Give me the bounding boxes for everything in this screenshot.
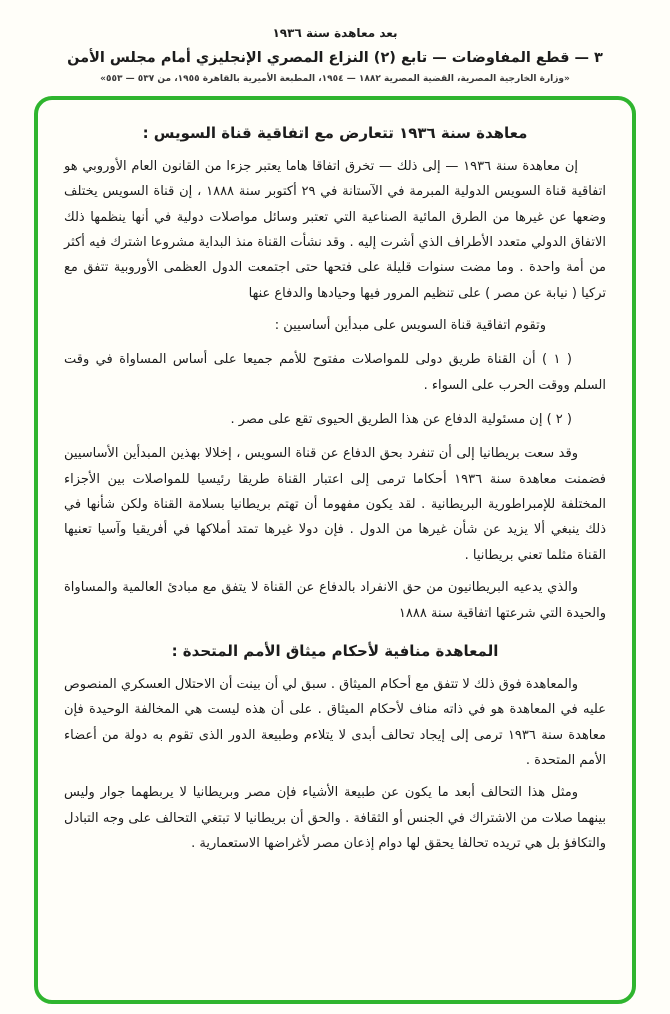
- paragraph-britain-monopoly-defense: وقد سعت بريطانيا إلى أن تنفرد بحق الدفاع عن قناة السويس ، إخلالا بهذين المبدأين الأساسيين فضمنت معاهدة سنة ١٩٣٦ أحكاما ترمى إلى اعتبار القناة طريقا رئيسيا للمواصلات بين الأجزاء المختلفة للإمبراطورية البريطانية . لقد يكون مفهوما أن تهتم بريطانيا بسلامة القناة ولكن شأنها في ذلك ينبغي ألا يزيد عن شأن غيرها من الدول . فإن دولا غيرها تمتد أملاكها في أفريقيا وآسيا تعنيها القناة مثلما تعني بريطانيا .: [64, 446, 607, 563]
- section-title-treaty-vs-un-charter: المعاهدة منافية لأحكام ميثاق الأمم المتحدة :: [171, 641, 499, 660]
- principles-lead: وتقوم اتفاقية قناة السويس على مبدأين أساسيين :: [274, 318, 546, 334]
- content-frame: [34, 96, 636, 1004]
- paragraph-treaty-violates-convention: إن معاهدة سنة ١٩٣٦ — إلى ذلك — تخرق اتفاقا هاما يعتبر جزءا من القانون العام الأوروبي هو اتفاقية قناة السويس الدولية المبرمة في الآستانة في ٢٩ أكتوبر سنة ١٨٨٨ ، إن قناة السويس يختلف وضعها عن غيرها من الطرق المائية الصناعية التي تعتبر وسائل مواصلات دولية في أنها ينظمها ذلك الاتفاق الدولي متعدد الأطراف الذي أشرت إليه . وقد نشأت القناة منذ البداية مشروعا اشترك فيه أكثر من أمة واحدة . وما مضت سنوات قليلة على فتحها حتى اجتمعت الدول العظمى الأوروبية تتفق مع تركيا ( نيابة عن مصر ) على تنظيم المرور فيها وحيادها والدفاع عنها: [64, 159, 606, 301]
- paragraph-british-claim-vs-principles: والذي يدعيه البريطانيون من حق الانفراد بالدفاع عن القناة لا يتفق مع مبادئ العالمية والمساواة والحيدة التي شرعتها اتفاقية سنة ١٨٨٨: [64, 580, 606, 621]
- paragraph-unnatural-alliance: ومثل هذا التحالف أبعد ما يكون عن طبيعة الأشياء فإن مصر وبريطانيا لا يربطهما جوار وليس بينهما صلات من الاشتراك في الجنس أو الثقافة . والحق أن بريطانيا لا تبتغي التحالف على وجه التبادل والتكافؤ بل هي تريده تحالفا يحقق لها دوام إذعان مصر لأغراضها الاستعمارية .: [64, 785, 606, 851]
- chapter-heading: ٣ — قطع المفاوضات — تابع (٢) النزاع المصري الإنجليزي أمام مجلس الأمن: [67, 50, 603, 66]
- running-head: بعد معاهدة سنة ١٩٣٦: [272, 26, 398, 40]
- principle-item-2: ( ٢ ) إن مسئولية الدفاع عن هذا الطريق الحيوى تقع على مصر .: [230, 412, 572, 428]
- paragraph-treaty-contradicts-charter: والمعاهدة فوق ذلك لا تتفق مع أحكام الميثاق . سبق لي أن بينت أن الاحتلال العسكري المنصوص عليه في المعاهدة هو في ذاته مناف لأحكام الميثاق . على أن هذه ليست هي المخالفة الوحيدة فإن معاهدة سنة ١٩٣٦ ترمى إلى إيجاد تحالف أبدى لا يتلاءم وطبيعة الدور الذى تقوم به دولة من أعضاء الأمم المتحدة .: [63, 676, 606, 768]
- page-header: [0, 0, 670, 84]
- section-title-treaty-vs-convention: معاهدة سنة ١٩٣٦ تتعارض مع اتفاقية قناة السويس :: [142, 124, 528, 142]
- source-citation: «وزارة الخارجية المصرية، القضية المصرية ١٨٨٢ — ١٩٥٤، المطبعة الأميرية بالقاهرة ١٩٥٥، من ٥٣٧ — ٥٥٣»: [100, 74, 570, 84]
- principle-item-1: ( ١ ) أن القناة طريق دولى للمواصلات مفتوح للأمم جميعا على أساس المساواة في وقت السلم ووقت الحرب على السواء .: [64, 352, 606, 393]
